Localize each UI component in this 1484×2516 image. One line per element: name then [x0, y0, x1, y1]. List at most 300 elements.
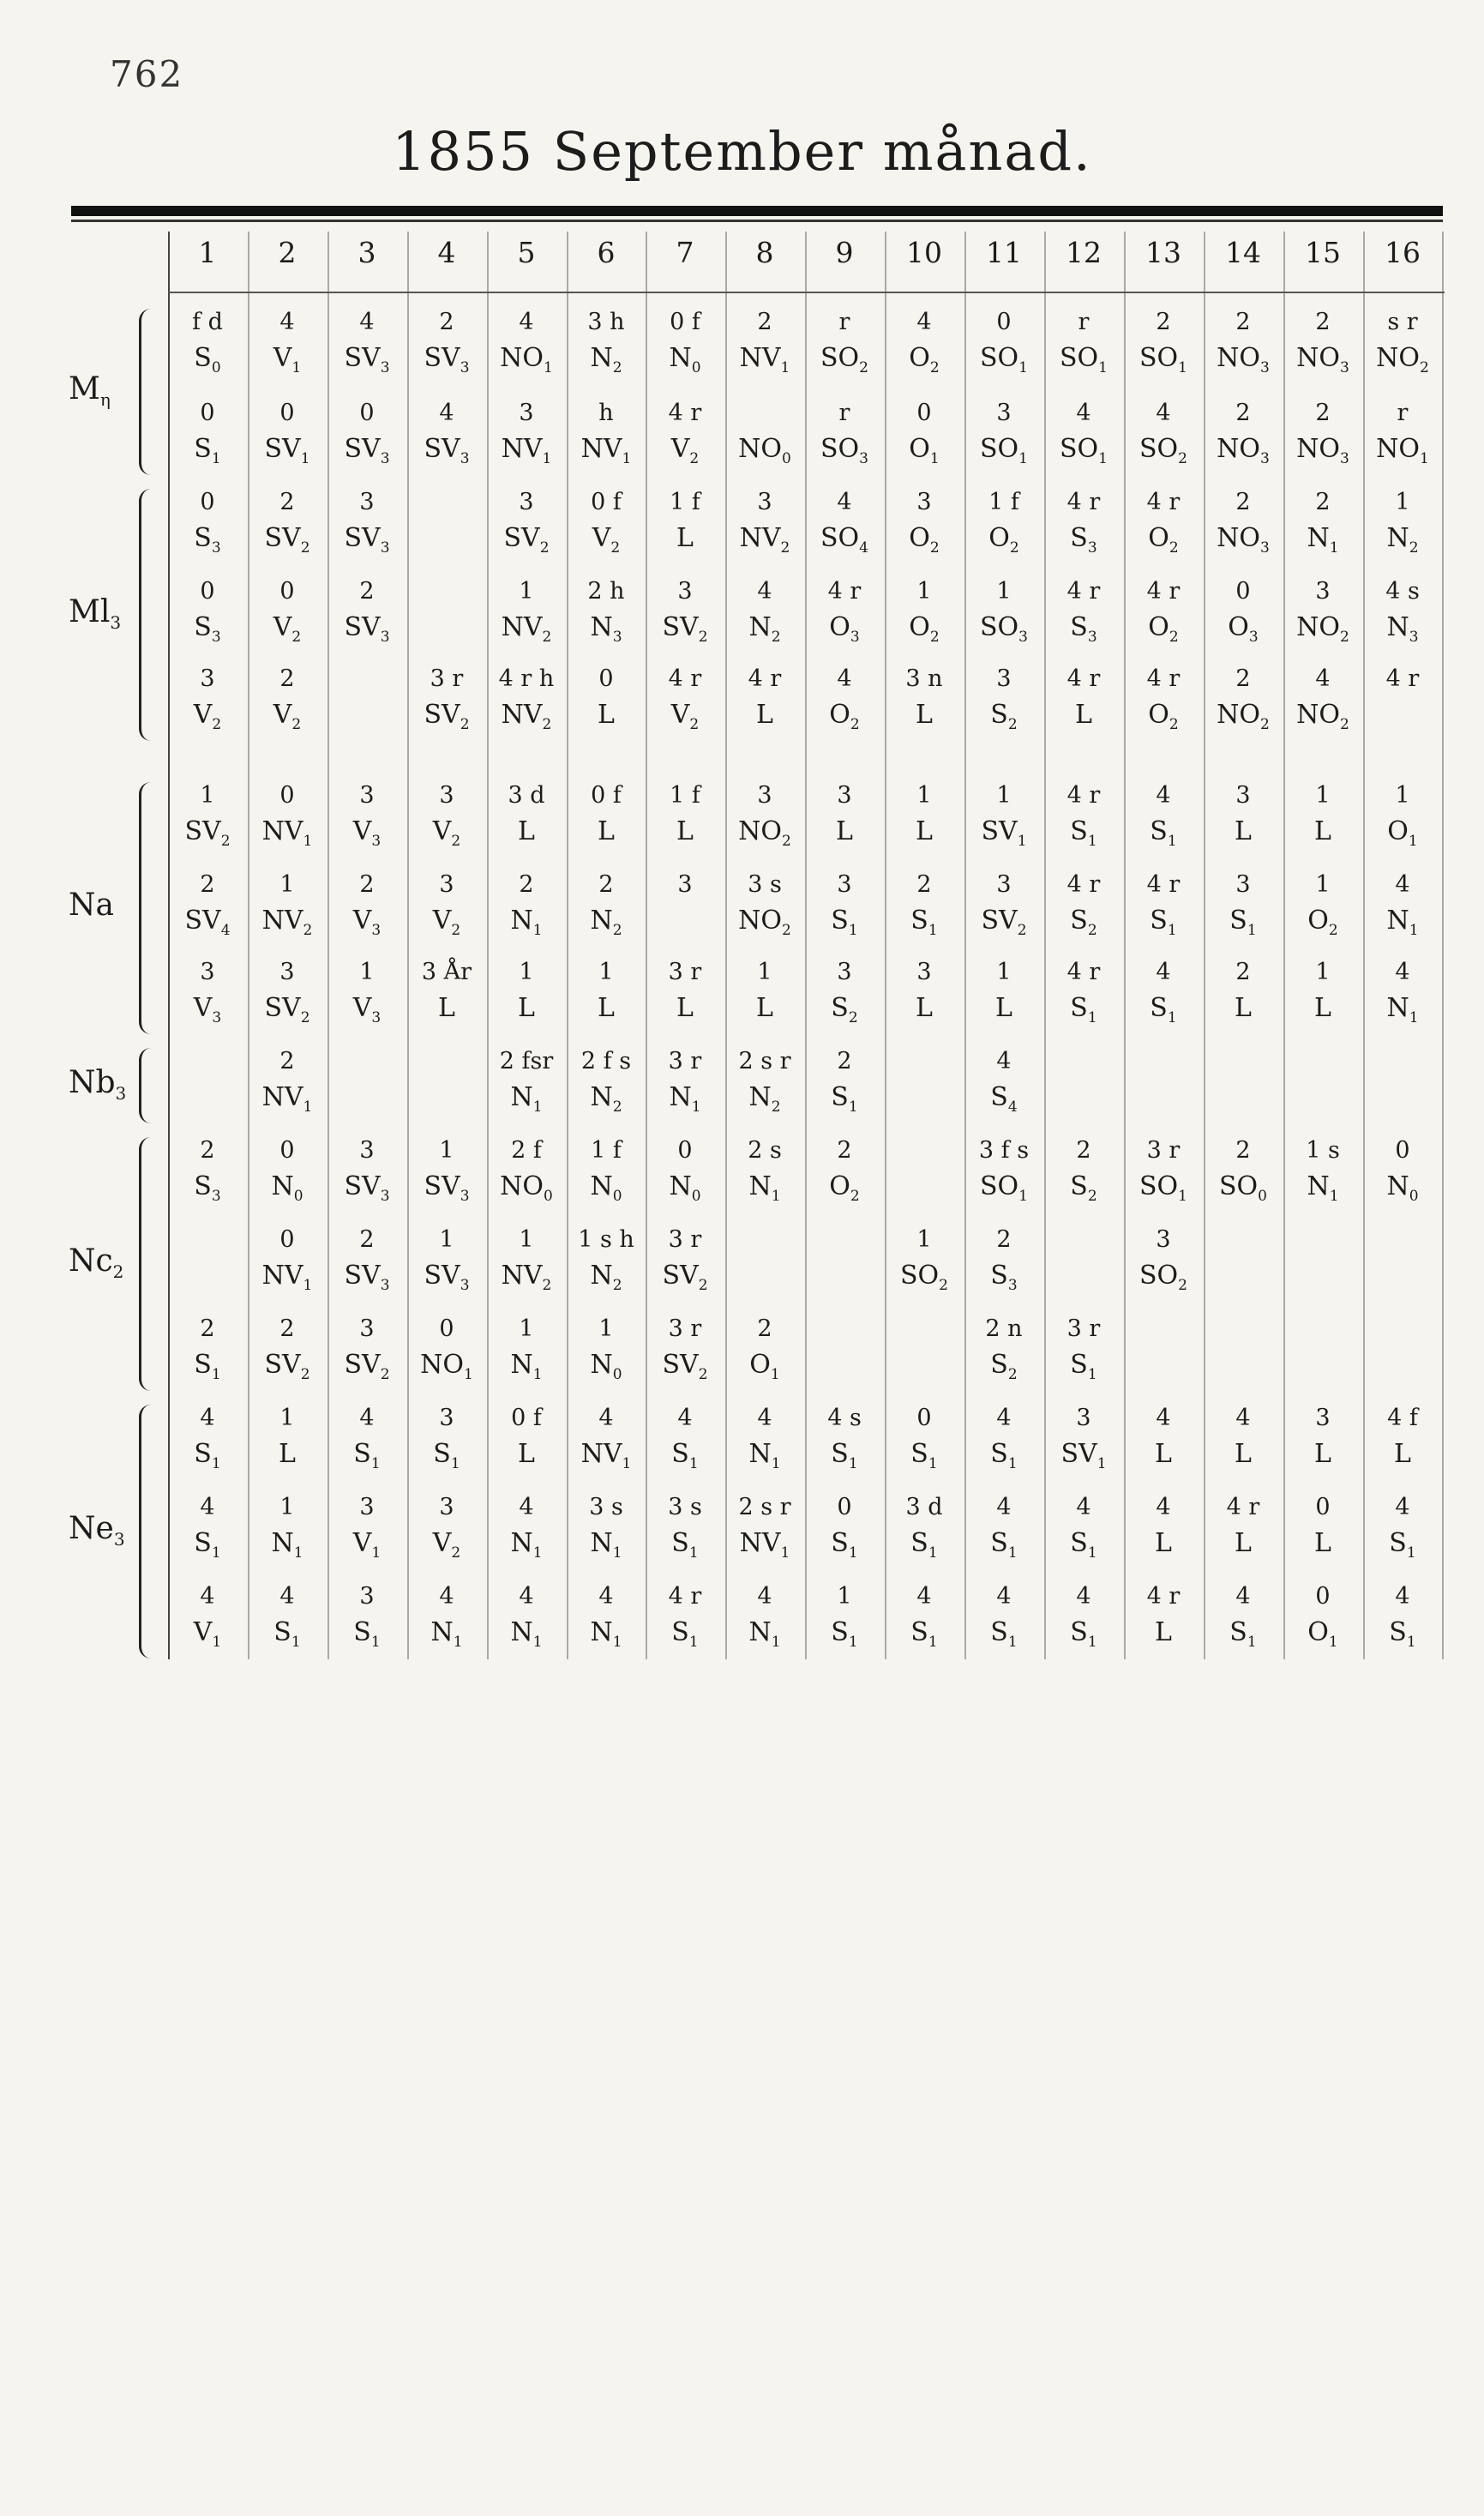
- table-cell: [1363, 662, 1442, 748]
- wind-code: $SO_1$: [1139, 1171, 1187, 1205]
- cloud-amount: 4 r: [1066, 489, 1101, 515]
- wind-code: L: [518, 816, 535, 846]
- cloud-amount: 2: [1235, 489, 1251, 515]
- cloud-amount: 4 f: [1387, 1405, 1418, 1431]
- wind-code: $V_2$: [670, 700, 700, 733]
- wind-code: $S_2$: [990, 700, 1018, 733]
- wind-force: 1: [1178, 1188, 1187, 1205]
- group-brace: [139, 1137, 153, 1391]
- wind-code: $S_1$: [1070, 993, 1097, 1026]
- wind-code: $V_3$: [352, 816, 382, 850]
- wind-code: $N_1$: [1307, 1171, 1339, 1205]
- cloud-amount: 2: [439, 309, 454, 335]
- cloud-amount: 3: [519, 400, 534, 426]
- table-cell: [1044, 868, 1123, 954]
- cloud-amount: 4: [996, 1405, 1012, 1431]
- table-cell: [487, 1223, 566, 1309]
- cloud-amount: r: [838, 309, 850, 335]
- table-cell: [1363, 868, 1442, 954]
- wind-force: 2: [1087, 1188, 1097, 1205]
- wind-code: $SO_2$: [1139, 1261, 1187, 1294]
- cloud-amount: 2 n: [985, 1315, 1023, 1342]
- wind-code: $NO_2$: [1296, 612, 1349, 646]
- table-cell: [327, 955, 406, 1041]
- wind-force: 1: [848, 1455, 858, 1472]
- table-cell: [1044, 1044, 1123, 1130]
- table-cell: [487, 1580, 566, 1665]
- cloud-amount: 4: [439, 400, 454, 426]
- wind-force: 2: [303, 922, 313, 939]
- wind-code: $SV_1$: [981, 816, 1027, 850]
- table-cell: [646, 1580, 724, 1665]
- wind-code: $S_1$: [194, 1350, 221, 1383]
- wind-code: $V_2$: [432, 1528, 461, 1562]
- wind-code: $SV_2$: [344, 1350, 390, 1383]
- cloud-amount: 0 f: [511, 1405, 542, 1431]
- cloud-amount: 3 d: [905, 1494, 943, 1520]
- table-cell: [327, 1312, 406, 1398]
- cloud-amount: 3 r: [430, 665, 464, 692]
- cloud-amount: 3 r: [1146, 1137, 1181, 1164]
- wind-code: $NO_2$: [1296, 700, 1349, 733]
- wind-force: 1: [544, 359, 553, 376]
- wind-code: $NV_2$: [261, 906, 313, 939]
- wind-code: $SV_2$: [662, 1261, 708, 1294]
- wind-code: $N_1$: [590, 1528, 622, 1562]
- wind-force: 3: [211, 629, 221, 646]
- wind-code: L: [1235, 1528, 1252, 1558]
- cloud-amount: 2: [996, 1226, 1012, 1253]
- cloud-amount: 4: [519, 1583, 534, 1610]
- wind-code: $SV_3$: [344, 1261, 390, 1294]
- table-cell: [168, 662, 247, 748]
- wind-force: 2: [850, 1188, 860, 1205]
- cloud-amount: 4 r: [668, 1583, 702, 1610]
- wind-code: $S_1$: [194, 1439, 221, 1472]
- wind-force: 2: [1007, 1366, 1018, 1383]
- wind-force: 2: [929, 539, 940, 557]
- cloud-amount: 1 s h: [578, 1226, 634, 1253]
- table-cell: [487, 485, 566, 571]
- cloud-amount: 1 f: [670, 782, 700, 809]
- table-cell: [646, 779, 724, 864]
- cloud-amount: 4 r: [1146, 578, 1181, 605]
- table-cell: [327, 396, 406, 482]
- cloud-amount: 0: [279, 578, 295, 605]
- table-cell: [248, 662, 327, 748]
- day-header: 3: [357, 236, 376, 269]
- table-cell: [567, 1401, 646, 1487]
- wind-code: $N_1$: [430, 1617, 463, 1651]
- wind-code: L: [1155, 1528, 1172, 1558]
- wind-code: L: [598, 993, 615, 1023]
- wind-code: $NO_1$: [500, 343, 553, 376]
- cloud-amount: 4 r h: [498, 665, 555, 692]
- cloud-amount: 0: [1315, 1583, 1331, 1610]
- wind-force: 3: [211, 539, 221, 557]
- table-cell: [885, 662, 964, 748]
- wind-code: L: [1075, 700, 1092, 730]
- wind-code: [168, 1257, 247, 1295]
- wind-code: L: [916, 816, 933, 846]
- wind-code: $S_1$: [910, 1439, 938, 1472]
- cloud-amount: 2: [1315, 400, 1331, 426]
- table-cell: [964, 1490, 1043, 1576]
- cloud-amount: 4: [1076, 1494, 1091, 1520]
- table-cell: [1044, 1312, 1123, 1398]
- wind-code: [1363, 1257, 1442, 1295]
- wind-force: 1: [1167, 833, 1177, 850]
- table-cell: [1283, 396, 1362, 482]
- cloud-amount: 4: [996, 1494, 1012, 1520]
- cloud-amount: r: [1078, 309, 1090, 335]
- wind-force: 4: [220, 922, 231, 939]
- wind-code: L: [1314, 816, 1331, 846]
- wind-force: 1: [622, 450, 632, 467]
- wind-force: 3: [850, 629, 860, 646]
- cloud-amount: 1: [996, 782, 1012, 809]
- cloud-amount: 4 r: [1066, 578, 1101, 605]
- wind-code: $NO_2$: [1376, 343, 1429, 376]
- wind-code: $S_1$: [1070, 1350, 1097, 1383]
- cloud-amount: 2: [757, 309, 772, 335]
- wind-code: $S_1$: [1389, 1528, 1416, 1562]
- wind-code: $SO_1$: [980, 1171, 1028, 1205]
- table-cell: [725, 662, 804, 748]
- wind-code: $NO_3$: [1296, 434, 1349, 467]
- table-cell: [327, 1044, 406, 1130]
- wind-code: [1124, 1346, 1203, 1384]
- station-subscript: 3: [110, 612, 122, 634]
- table-cell: [885, 1490, 964, 1576]
- table-cell: [168, 1490, 247, 1576]
- table-cell: [1204, 1580, 1283, 1665]
- cloud-amount: 0 f: [591, 489, 622, 515]
- wind-force: 1: [780, 1544, 790, 1562]
- table-cell: [487, 955, 566, 1041]
- cloud-amount: [1363, 1223, 1442, 1257]
- cloud-amount: 4: [439, 1583, 454, 1610]
- table-cell: [805, 485, 884, 571]
- table-cell: [1204, 485, 1283, 571]
- wind-code: [1363, 1079, 1442, 1117]
- cloud-amount: 1: [279, 1494, 295, 1520]
- cloud-amount: 4 r: [1146, 665, 1181, 692]
- wind-code: $N_1$: [669, 1082, 701, 1116]
- wind-code: L: [676, 993, 694, 1023]
- cloud-amount: 1: [200, 782, 215, 809]
- wind-code: $NV_2$: [501, 1261, 552, 1294]
- table-cell: [1283, 1312, 1362, 1398]
- table-cell: [805, 575, 884, 660]
- wind-code: $NV_1$: [580, 434, 632, 467]
- wind-force: 2: [460, 716, 470, 733]
- wind-code: [407, 609, 486, 647]
- wind-force: 1: [688, 1544, 699, 1562]
- table-cell: [567, 1312, 646, 1398]
- wind-code: $SV_3$: [344, 343, 390, 376]
- cloud-amount: f d: [192, 309, 223, 335]
- table-cell: [964, 575, 1043, 660]
- table-cell: [725, 1134, 804, 1219]
- cloud-amount: 0: [1395, 1137, 1410, 1164]
- group-brace: [139, 782, 153, 1034]
- wind-code: $N_0$: [669, 343, 701, 376]
- cloud-amount: 3 År: [421, 959, 472, 985]
- station-subscript: 3: [115, 1083, 127, 1105]
- day-header: 13: [1145, 236, 1181, 269]
- table-cell: [964, 955, 1043, 1041]
- cloud-amount: 4: [279, 1583, 295, 1610]
- cloud-amount: 1: [519, 1315, 534, 1342]
- table-cell: [805, 1490, 884, 1576]
- wind-force: 1: [928, 1455, 938, 1472]
- cloud-amount: 4 r: [1146, 1583, 1181, 1610]
- table-cell: [1124, 1580, 1203, 1665]
- cloud-amount: 2: [598, 871, 614, 898]
- cloud-amount: 4: [279, 309, 295, 335]
- table-cell: [168, 955, 247, 1041]
- wind-code: $N_2$: [748, 612, 781, 646]
- cloud-amount: 2: [1235, 1137, 1251, 1164]
- wind-force: 1: [1328, 1634, 1338, 1651]
- wind-force: 1: [771, 1188, 781, 1205]
- table-cell: [1363, 779, 1442, 864]
- cloud-amount: 0: [359, 400, 375, 426]
- cloud-amount: [1283, 1223, 1362, 1257]
- wind-code: $V_2$: [432, 906, 461, 939]
- cloud-amount: 3 r: [668, 1226, 702, 1253]
- wind-code: L: [1235, 993, 1252, 1023]
- wind-force: 3: [380, 1277, 390, 1294]
- wind-code: $N_1$: [1307, 523, 1339, 557]
- cloud-amount: 2 s r: [738, 1494, 791, 1520]
- wind-code: $S_1$: [1150, 993, 1177, 1026]
- table-cell: [327, 662, 406, 748]
- wind-code: L: [1235, 1439, 1252, 1469]
- wind-code: $V_1$: [273, 343, 302, 376]
- wind-force: 1: [1018, 359, 1028, 376]
- cloud-amount: 4 r: [827, 578, 862, 605]
- wind-code: $N_1$: [271, 1528, 303, 1562]
- table-cell: [1204, 575, 1283, 660]
- wind-code: [725, 1257, 804, 1295]
- table-cell: [248, 396, 327, 482]
- cloud-amount: 0: [916, 1405, 932, 1431]
- table-cell: [1204, 305, 1283, 391]
- wind-code: [885, 1346, 964, 1384]
- cloud-amount: 1: [439, 1137, 454, 1164]
- table-cell: [805, 1401, 884, 1487]
- wind-force: 1: [928, 1634, 938, 1651]
- wind-force: 1: [211, 450, 221, 467]
- wind-code: [805, 1257, 884, 1295]
- wind-force: 2: [610, 539, 621, 557]
- wind-code: $NV_1$: [739, 1528, 790, 1562]
- wind-force: 1: [303, 1277, 313, 1294]
- cloud-amount: 3: [677, 578, 693, 605]
- cloud-amount: 3: [837, 959, 852, 985]
- table-cell: [248, 1134, 327, 1219]
- table-cell: [885, 1580, 964, 1665]
- cloud-amount: 4 r: [1146, 871, 1181, 898]
- table-cell: [248, 1490, 327, 1576]
- wind-code: $SV_3$: [424, 1171, 470, 1205]
- wind-code: $V_1$: [352, 1528, 382, 1562]
- wind-code: $N_2$: [590, 1082, 622, 1116]
- wind-force: 1: [1096, 1455, 1107, 1472]
- table-cell: [1124, 1134, 1203, 1219]
- wind-force: 3: [859, 450, 868, 467]
- station-label: $Ne_3$: [69, 1511, 125, 1550]
- table-cell: [1363, 1490, 1442, 1576]
- wind-force: 3: [460, 450, 470, 467]
- wind-force: 3: [212, 1009, 222, 1026]
- wind-code: L: [836, 816, 853, 846]
- wind-force: 0: [612, 1366, 622, 1383]
- wind-code: $O_2$: [1148, 612, 1179, 646]
- wind-force: 2: [451, 1544, 461, 1562]
- wind-force: 3: [380, 1188, 390, 1205]
- wind-code: $V_3$: [352, 993, 382, 1026]
- table-cell: [168, 485, 247, 571]
- cloud-amount: 1: [996, 959, 1012, 985]
- wind-code: $S_1$: [910, 1528, 938, 1562]
- table-cell: [407, 1401, 486, 1487]
- wind-code: $NO_0$: [738, 434, 791, 467]
- wind-code: $S_1$: [831, 1439, 858, 1472]
- wind-force: 1: [532, 1366, 543, 1383]
- table-cell: [407, 485, 486, 571]
- wind-force: 3: [1007, 1277, 1018, 1294]
- wind-force: 1: [848, 1634, 858, 1651]
- station-subscript: 2: [112, 1261, 124, 1283]
- wind-code: $SV_2$: [981, 906, 1027, 939]
- wind-force: 1: [532, 1544, 543, 1562]
- wind-force: 3: [380, 450, 390, 467]
- table-cell: [248, 1580, 327, 1665]
- table-cell: [1283, 1490, 1362, 1576]
- wind-code: $S_1$: [831, 1617, 858, 1651]
- wind-force: 1: [211, 1366, 221, 1383]
- table-cell: [1044, 485, 1123, 571]
- cloud-amount: 4 r: [668, 665, 702, 692]
- cloud-amount: 2: [1315, 309, 1331, 335]
- table-cell: [646, 1134, 724, 1219]
- wind-code: L: [676, 816, 694, 846]
- table-cell: [168, 1134, 247, 1219]
- cloud-amount: [1283, 1044, 1362, 1079]
- cloud-amount: 4: [359, 1405, 375, 1431]
- wind-code: $S_1$: [1070, 1617, 1097, 1651]
- cloud-amount: 0: [439, 1315, 454, 1342]
- wind-force: 2: [1169, 629, 1179, 646]
- table-cell: [1044, 1223, 1123, 1309]
- cloud-amount: [407, 1044, 486, 1079]
- cloud-amount: 3: [1235, 871, 1251, 898]
- table-cell: [725, 868, 804, 954]
- wind-code: $S_1$: [990, 1617, 1018, 1651]
- wind-code: $N_2$: [590, 1261, 622, 1294]
- table-cell: [327, 305, 406, 391]
- wind-code: $SO_0$: [1219, 1171, 1267, 1205]
- wind-force: 2: [300, 1366, 310, 1383]
- table-cell: [1363, 305, 1442, 391]
- wind-code: $O_1$: [909, 434, 940, 467]
- wind-force: 4: [859, 539, 868, 557]
- table-cell: [407, 1312, 486, 1398]
- cloud-amount: 4: [996, 1583, 1012, 1610]
- wind-force: 2: [929, 629, 940, 646]
- cloud-amount: 3: [757, 782, 772, 809]
- wind-force: 1: [1087, 1366, 1097, 1383]
- table-cell: [885, 868, 964, 954]
- wind-force: 2: [1009, 539, 1019, 557]
- cloud-amount: [1363, 1312, 1442, 1346]
- wind-code: $SV_3$: [424, 1261, 470, 1294]
- cloud-amount: 4 r: [748, 665, 782, 692]
- wind-code: $NV_1$: [501, 434, 552, 467]
- wind-force: 1: [1087, 833, 1097, 850]
- cloud-amount: 4: [757, 1405, 772, 1431]
- cloud-amount: 1: [598, 959, 614, 985]
- wind-code: $S_1$: [831, 1528, 858, 1562]
- cloud-amount: r: [1397, 400, 1409, 426]
- wind-code: $NV_1$: [261, 816, 313, 850]
- wind-code: $SV_2$: [424, 700, 470, 733]
- wind-force: 2: [848, 1009, 858, 1026]
- table-cell: [1044, 1401, 1123, 1487]
- table-cell: [1204, 396, 1283, 482]
- table-cell: [567, 1223, 646, 1309]
- wind-code: $S_0$: [194, 343, 221, 376]
- wind-force: 2: [859, 359, 868, 376]
- wind-force: 1: [293, 1544, 303, 1562]
- wind-code: $O_3$: [829, 612, 860, 646]
- wind-code: $O_1$: [1387, 816, 1418, 850]
- wind-code: $V_1$: [193, 1617, 222, 1651]
- wind-force: 1: [532, 922, 543, 939]
- table-cell: [1124, 868, 1203, 954]
- cloud-amount: 4: [519, 1494, 534, 1520]
- wind-force: 1: [780, 359, 790, 376]
- wind-force: 1: [1247, 1634, 1257, 1651]
- table-cell: [805, 1580, 884, 1665]
- cloud-amount: 0: [598, 665, 614, 692]
- table-cell: [1124, 779, 1203, 864]
- cloud-amount: [1204, 1044, 1283, 1079]
- wind-code: $SO_2$: [820, 343, 868, 376]
- cloud-amount: 1: [916, 1226, 932, 1253]
- cloud-amount: [1124, 1044, 1203, 1079]
- wind-code: $S_2$: [1070, 1171, 1097, 1205]
- cloud-amount: 3: [1315, 578, 1331, 605]
- wind-force: 3: [1260, 359, 1270, 376]
- cloud-amount: 3 r: [1066, 1315, 1101, 1342]
- table-cell: [964, 1401, 1043, 1487]
- wind-force: 2: [1178, 1277, 1187, 1294]
- wind-force: 2: [220, 833, 231, 850]
- table-cell: [1044, 955, 1123, 1041]
- cloud-amount: 0: [916, 400, 932, 426]
- wind-code: $SV_2$: [264, 1350, 310, 1383]
- cloud-amount: 4: [200, 1405, 215, 1431]
- cloud-amount: 1: [1315, 782, 1331, 809]
- wind-code: $N_2$: [590, 906, 622, 939]
- wind-force: 1: [688, 1455, 699, 1472]
- cloud-amount: 2 f: [511, 1137, 542, 1164]
- wind-code: $NV_2$: [501, 612, 552, 646]
